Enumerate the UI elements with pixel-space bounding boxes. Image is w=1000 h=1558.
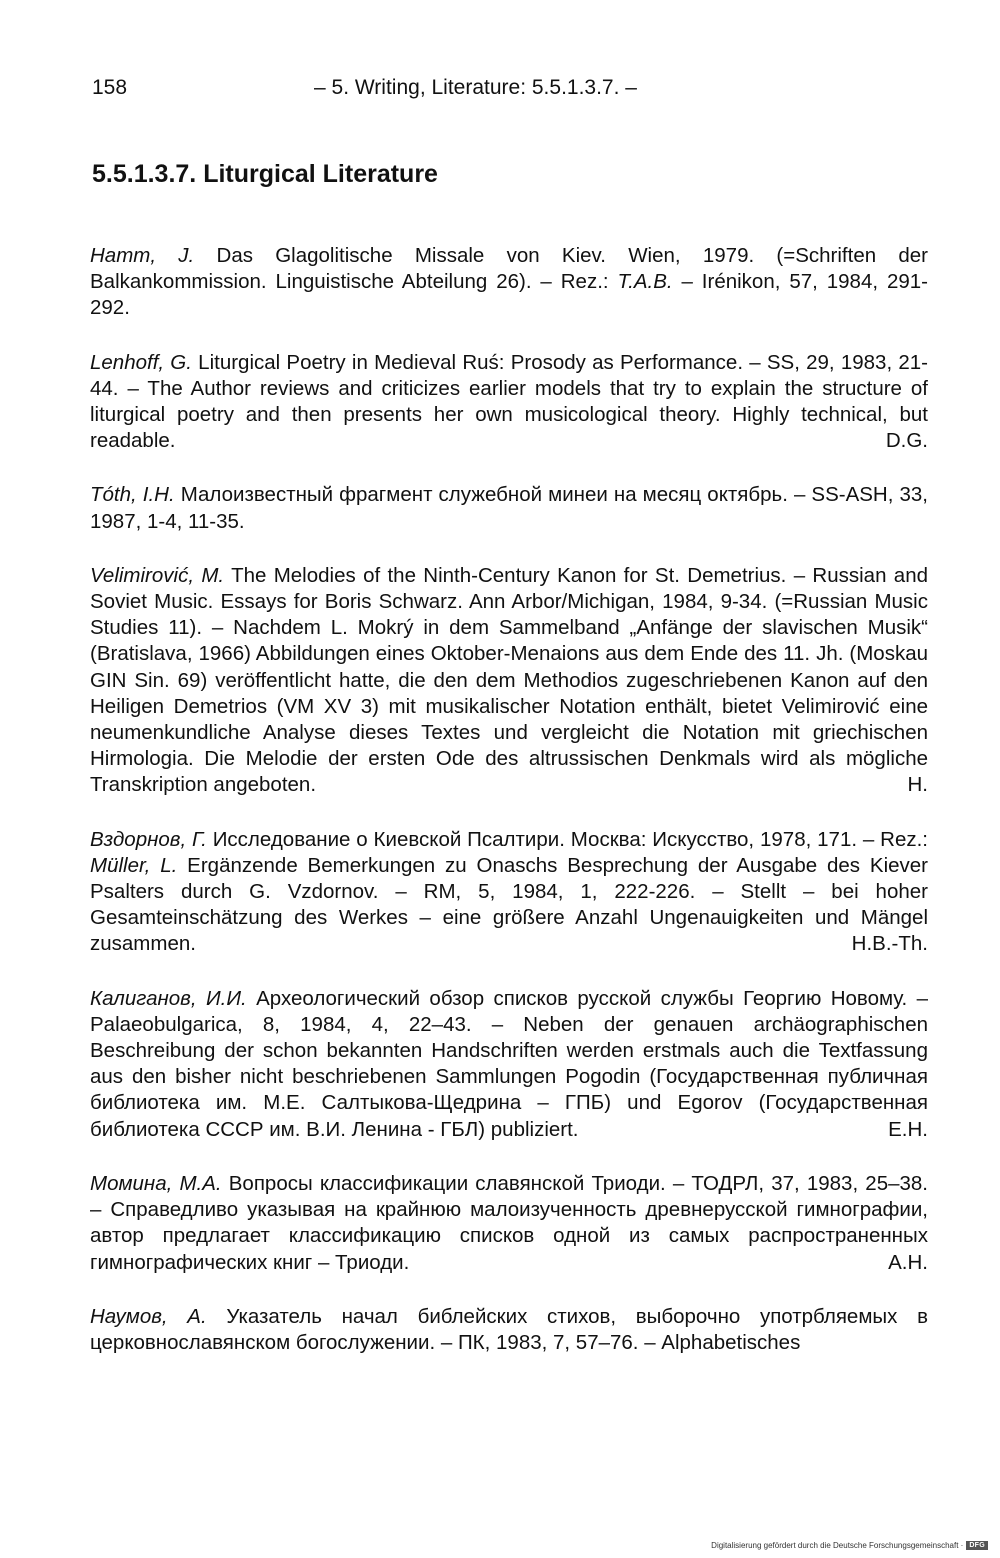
entry-text: Вопросы классификации славянской Триоди. – ТОДРЛ, 37, 1983, 25–38. – Справедливо указывая на крайнюю малоизученность древнерусской гимнографии, автор предлагает классификацию списков одной из самых распространенных гимнографических книг – Триоди. xyxy=(90,1171,928,1274)
entry-author: Калиганов, И.И. xyxy=(90,986,247,1010)
entry-text: Археологический обзор списков русской службы Георгию Новому. – Palaeobulgarica, 8, 1984, 4, 22–43. – Neben der genauen archäographischen Beschreibung der schon bekannten Handschriften werden erstmals auch die Textfassung aus den bisher nicht beschriebenen Sammlungen Pogodin (Государственная публичная библиотека им. М.Е. Салтыкова-Щедрина – ГПБ) und Egorov (Государственная библиотека СССР им. В.И. Ленина - ГБЛ) publiziert. xyxy=(90,986,928,1141)
dfg-logo: DFG xyxy=(966,1541,988,1550)
entry-author: Lenhoff, G. xyxy=(90,350,192,374)
entry-text: Das Glagolitische Missale von Kiev. Wien, 1979. (=Schriften der Balkankommission. Linguistische Abteilung 26). – Rez.: xyxy=(90,244,929,294)
entry-lenhoff xyxy=(90,350,928,455)
entry-author: Вздорнов, Г. xyxy=(90,827,207,851)
entry-author: Момина, М.А. xyxy=(90,1171,222,1195)
running-head xyxy=(92,76,932,106)
entry-author: Hamm, J. xyxy=(90,244,195,267)
entry-initials: E.H. xyxy=(888,1117,928,1141)
entry-text-continued: Ergänzende Bemerkungen zu Onaschs Besprechung der Ausgabe des Kiever Psalters durch G. Vzdornov. – RM, 5, 1984, 1, 222-226. – Stellt – bei hoher Gesamteinschätzung des Werkes – eine größere Anzahl Ungenauigkeiten und Mängel zusammen. xyxy=(90,853,929,956)
entry-text: Указатель начал библейских стихов, выборочно употрбляемых в церковнославянском богослужении. – ПК, 1983, 7, 57–76. – Alphabetisches xyxy=(90,1304,928,1354)
entry-vzdornov xyxy=(90,827,928,958)
entry-text: Исследование о Киевской Псалтири. Москва: Искусство, 1978, 171. – Rez.: xyxy=(206,827,928,851)
bibliography-entries xyxy=(90,243,928,1384)
section-title: 5.5.1.3.7. Liturgical Literature xyxy=(92,160,438,188)
entry-text: Liturgical Poetry in Medieval Ruś: Prosody as Performance. – SS, 29, 1983, 21-44. – The Author reviews and criticizes earlier models that try to explain the structure of liturgical poetry and then presents her own musicological theory. Highly technical, but readable. xyxy=(90,350,928,453)
entry-initials: H.B.-Th. xyxy=(851,932,928,956)
entry-reviewer: Müller, L. xyxy=(90,853,178,877)
page-number: 158 xyxy=(92,76,128,99)
entry-text: Малоизвестный фрагмент служебной минеи на месяц октябрь. – SS-ASH, 33, 1987, 1-4, 11-35. xyxy=(90,483,928,533)
entry-author: Наумов, А. xyxy=(90,1304,207,1328)
digitization-footer xyxy=(711,1541,988,1550)
footer-text: Digitalisierung gefördert durch die Deutsche Forschungsgemeinschaft · xyxy=(711,1541,964,1550)
entry-naumov xyxy=(90,1304,928,1356)
entry-author: Velimirović, M. xyxy=(90,563,225,587)
entry-text-continued: – Irénikon, 57, 1984, 291-292. xyxy=(90,270,928,320)
entry-initials: H. xyxy=(907,773,928,797)
entry-initials: А.Н. xyxy=(888,1250,928,1274)
entry-momina xyxy=(90,1171,928,1276)
entry-toth xyxy=(90,482,928,534)
entry-velimirovic xyxy=(90,563,928,799)
entry-hamm xyxy=(90,243,928,322)
entry-author: Tóth, I.H. xyxy=(90,483,175,507)
entry-kaliganov xyxy=(90,986,928,1143)
entry-text: The Melodies of the Ninth-Century Kanon for St. Demetrius. – Russian and Soviet Music. Essays for Boris Schwarz. Ann Arbor/Michigan, 1984, 9-34. (=Russian Music Studies 11). – Nachdem L. Mokrý in dem Sammelband „Anfänge der slavischen Musik“ (Bratislava, 1966) Abbildungen eines Oktober-Menaions aus dem Ende des 11. Jh. (Moskau GIN Sin. 69) veröffentlicht hatte, die den dem Methodios zugeschriebenen Kanon auf den Heiligen Demetrios (VM XV 3) mit musikalischer Notation enthält, bietet Velimirović eine neumenkundliche Analyse dieses Textes und vergleicht die Notation mit griechischen Hirmologia. Die Melodie der ersten Ode des altrussischen Denkmals wird als mögliche Transkription angeboten. xyxy=(90,563,928,797)
entry-reviewer: T.A.B. xyxy=(617,270,673,294)
entry-initials: D.G. xyxy=(885,429,928,453)
running-title: – 5. Writing, Literature: 5.5.1.3.7. – xyxy=(314,76,637,99)
